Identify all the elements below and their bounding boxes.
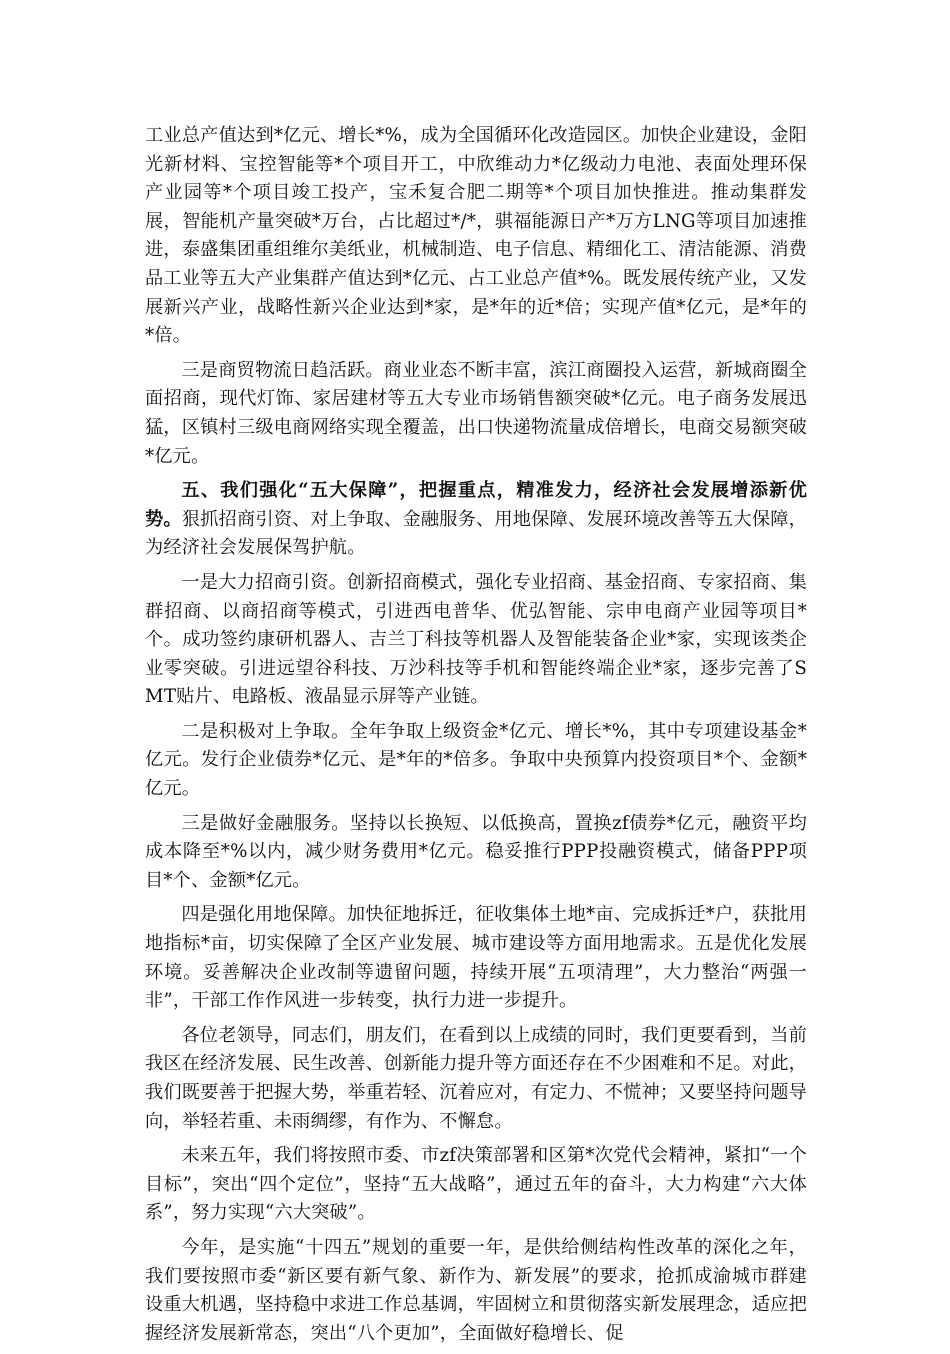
paragraph-land [145, 901, 807, 1015]
paragraph-text: 三是做好金融服务。坚持以长换短、以低换高，置换zf债券*亿元，融资平均成本降至*%以内，减少财务费用*亿元。稳妥推行PPP投融资模式，储备PPP项目*个、金额*亿元。 [145, 812, 807, 891]
paragraph-challenges [145, 1022, 807, 1136]
paragraph-funding [145, 718, 807, 804]
paragraph-section-five [145, 477, 807, 563]
paragraph-industry [145, 122, 807, 351]
paragraph-this-year [145, 1234, 807, 1348]
paragraph-text: 二是积极对上争取。全年争取上级资金*亿元、增长*%，其中专项建设基金*亿元。发行企业债券*亿元、是*年的*倍多。争取中央预算内投资项目*个、金额*亿元。 [145, 720, 807, 800]
paragraph-text: 各位老领导，同志们，朋友们，在看到以上成绩的同时，我们更要看到，当前我区在经济发展、民生改善、创新能力提升等方面还存在不少困难和不足。对此，我们既要善于把握大势，举重若轻、沉着应对，有定力、不慌神；又要坚持问题导向，举轻若重、未雨绸缪，有作为、不懈怠。 [145, 1024, 807, 1132]
section-heading: 五、我们强化“五大保障”，把握重点，精准发力，经济社会发展增添新优势。 [145, 480, 807, 530]
paragraph-finance [145, 810, 807, 896]
paragraph-commerce [145, 357, 807, 471]
paragraph-text: 狠抓招商引资、对上争取、金融服务、用地保障、发展环境改善等五大保障，为经济社会发展保驾护航。 [145, 508, 807, 559]
paragraph-text: 未来五年，我们将按照市委、市zf决策部署和区第*次党代会精神，紧扣“一个目标”，突出“四个定位”，坚持“五大战略”，通过五年的奋斗，大力构建“六大体系”，努力实现“六大突破”。 [145, 1145, 807, 1224]
document-body [145, 122, 807, 1354]
paragraph-text: 四是强化用地保障。加快征地拆迁，征收集体土地*亩、完成拆迁*户，获批用地指标*亩，切实保障了全区产业发展、城市建设等方面用地需求。五是优化发展环境。妥善解决企业改制等遗留问题，持续开展“五项清理”，大力整治“两强一非”，干部工作作风进一步转变，执行力进一步提升。 [145, 904, 807, 1012]
paragraph-text: 三是商贸物流日趋活跃。商业业态不断丰富，滨江商圈投入运营，新城商圈全面招商，现代灯饰、家居建材等五大专业市场销售额突破*亿元。电子商务发展迅猛，区镇村三级电商网络实现全覆盖，出口快递物流量成倍增长，电商交易额突破*亿元。 [145, 359, 807, 467]
paragraph-text: 一是大力招商引资。创新招商模式，强化专业招商、基金招商、专家招商、集群招商、以商招商等模式，引进西电普华、优弘智能、宗申电商产业园等项目*个。成功签约康研机器人、吉兰丁科技等机器人及智能装备企业*家，实现该类企业零突破。引进远望谷科技、万沙科技等手机和智能终端企业*家，逐步完善了SMT贴片、电路板、液晶显示屏等产业链。 [145, 571, 807, 708]
paragraph-five-years [145, 1142, 807, 1228]
paragraph-investment [145, 569, 807, 712]
paragraph-text: 工业总产值达到*亿元、增长*%，成为全国循环化改造园区。加快企业建设，金阳光新材料、宝控智能等*个项目开工，中欣维动力*亿级动力电池、表面处理环保产业园等*个项目竣工投产，宝禾复合肥二期等*个项目加快推进。推动集群发展，智能机产量突破*万台，占比超过*/*，骐福能源日产*万方LNG等项目加速推进，泰盛集团重组维尔美纸业，机械制造、电子信息、精细化工、清洁能源、消费品工业等五大产业集群产值达到*亿元、占工业总产值*%。既发展传统产业，又发展新兴产业，战略性新兴企业达到*家，是*年的近*倍；实现产值*亿元，是*年的*倍。 [145, 125, 807, 347]
paragraph-text: 今年，是实施“十四五”规划的重要一年，是供给侧结构性改革的深化之年，我们要按照市委“新区要有新气象、新作为、新发展”的要求，抢抓成渝城市群建设重大机遇，坚持稳中求进工作总基调，牢固树立和贯彻落实新发展理念，适应把握经济发展新常态，突出“八个更加”，全面做好稳增长、促 [145, 1236, 807, 1344]
